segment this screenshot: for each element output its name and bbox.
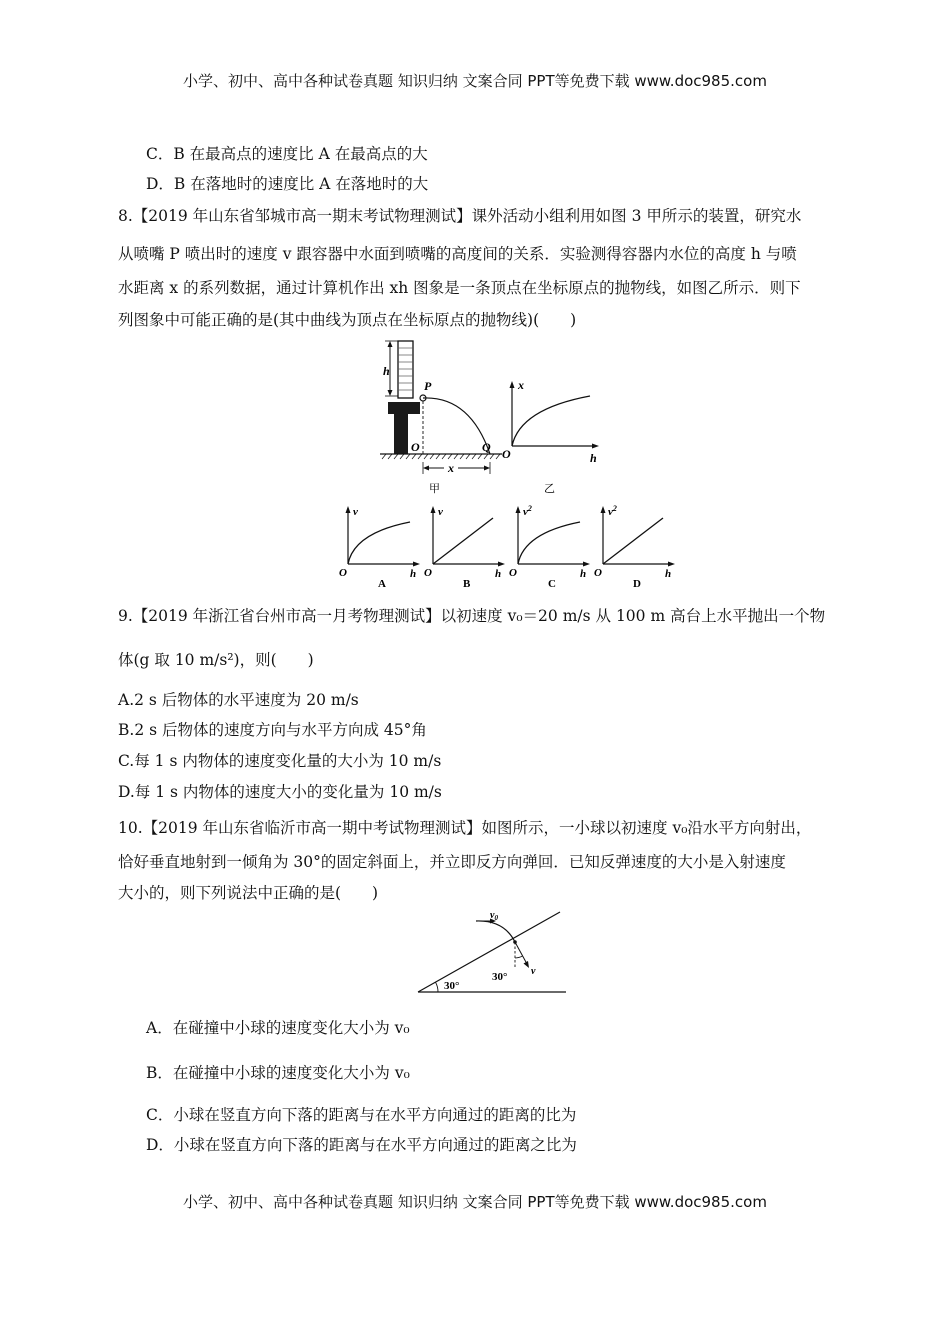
graph-b-letter: B (463, 578, 471, 590)
q8-stem-line3: 水距离 x 的系列数据，通过计算机作出 xh 图象是一条顶点在坐标原点的抛物线，如图乙所示．则下 (118, 279, 801, 297)
graph-b-origin: O (424, 567, 432, 579)
q8-option-graph-a (338, 502, 423, 592)
graph-c-curve (518, 522, 580, 564)
graph-a-letter: A (378, 578, 386, 590)
q10-figure-incline (412, 908, 570, 998)
label-v0: $v_0$ (490, 910, 498, 922)
q10-option-b: B．在碰撞中小球的速度变化大小为 v₀ (146, 1064, 410, 1082)
q10-option-a: A．在碰撞中小球的速度变化大小为 v₀ (146, 1019, 410, 1037)
inner-angle-label: 30° (492, 971, 508, 983)
q9-option-c: C.每 1 s 内物体的速度变化量的大小为 10 m/s (118, 752, 442, 770)
graph-c-y-label: $v^2$ (523, 504, 532, 518)
graph-d-origin: O (594, 567, 602, 579)
water-container (398, 341, 413, 398)
q9-stem-line2: 体(g 取 10 m/s²)，则( ) (118, 651, 314, 669)
yi-origin-label: O (502, 447, 511, 461)
ground-hatch (382, 454, 500, 459)
q10-option-c: C．小球在竖直方向下落的距离与在水平方向通过的距离的比为 (146, 1106, 577, 1124)
q9-option-a: A.2 s 后物体的水平速度为 20 m/s (118, 691, 359, 709)
base-angle-arc (436, 982, 439, 992)
distance-dimension (423, 462, 490, 474)
q8-stem-line4: 列图象中可能正确的是(其中曲线为顶点在坐标原点的抛物线)( ) (118, 311, 577, 329)
label-q: Q (482, 440, 491, 454)
water-trajectory (423, 398, 490, 454)
graph-d-y-label: $v^2$ (608, 504, 617, 518)
caption-jia: 甲 (429, 483, 440, 495)
graph-c-x-label: h (580, 568, 587, 580)
graph-a-x-label: h (410, 568, 417, 580)
yi-curve (512, 396, 590, 446)
v-arrow (515, 942, 527, 964)
base-angle-label: 30° (444, 980, 460, 992)
q10-stem-line3: 大小的，则下列说法中正确的是( ) (118, 884, 379, 902)
q8-figure-yi (498, 376, 608, 498)
label-p: P (424, 379, 432, 393)
q10-stem-line2: 恰好垂直地射到一倾角为 30°的固定斜面上，并立即反方向弹回．已知反弹速度的大小是入射速度 (118, 853, 786, 871)
label-h: h (383, 364, 390, 378)
inner-angle-arc (515, 956, 523, 958)
q8-option-graph-c (508, 502, 593, 592)
superscript-2: 2 (527, 504, 532, 513)
graph-d-letter: D (633, 578, 641, 590)
q8-stem-line1: 8.【2019 年山东省邹城市高一期末考试物理测试】课外活动小组利用如图 3 甲所示的装置，研究水 (118, 207, 802, 225)
graph-a-origin: O (339, 567, 347, 579)
incline-slope (418, 912, 560, 992)
q7-option-d: D．B 在落地时的速度比 A 在落地时的大 (146, 175, 429, 193)
superscript-2: 2 (612, 504, 617, 513)
label-v: v (531, 966, 536, 977)
q8-option-graph-b (423, 502, 508, 592)
q7-option-c: C．B 在最高点的速度比 A 在最高点的大 (146, 145, 428, 163)
q9-option-b: B.2 s 后物体的速度方向与水平方向成 45°角 (118, 721, 427, 739)
yi-axis-h-label: h (590, 451, 597, 465)
graph-b-line (433, 518, 493, 564)
q8-stem-line2: 从喷嘴 P 喷出时的速度 v 跟容器中水面到喷嘴的高度间的关系．实验测得容器内水位的高度 h 与喷 (118, 245, 797, 263)
graph-c-letter: C (548, 578, 556, 590)
caption-yi: 乙 (544, 483, 555, 495)
graph-d-x-label: h (665, 568, 672, 580)
graph-b-y-label: v (438, 506, 443, 518)
yi-axis-x-label: x (518, 378, 524, 392)
graph-a-curve (348, 522, 410, 564)
graph-b-x-label: h (495, 568, 502, 580)
label-x: x (448, 461, 454, 475)
label-v0-subscript: 0 (494, 914, 498, 922)
q8-figure-jia (378, 338, 508, 498)
page-header: 小学、初中、高中各种试卷真题 知识归纳 文案合同 PPT等免费下载 www.doc985.com (183, 72, 767, 90)
graph-d-line (603, 518, 663, 564)
page-footer: 小学、初中、高中各种试卷真题 知识归纳 文案合同 PPT等免费下载 www.doc985.com (183, 1193, 767, 1211)
q10-stem-line1: 10.【2019 年山东省临沂市高一期中考试物理测试】如图所示，一小球以初速度 v₀沿水平方向射出， (118, 819, 812, 837)
ball-trajectory (476, 921, 515, 942)
label-o: O (411, 440, 420, 454)
q9-stem-line1: 9.【2019 年浙江省台州市高一月考物理测试】以初速度 v₀＝20 m/s 从 100 m 高台上水平抛出一个物 (118, 607, 826, 625)
q9-option-d: D.每 1 s 内物体的速度大小的变化量为 10 m/s (118, 783, 442, 801)
q10-option-d: D．小球在竖直方向下落的距离与在水平方向通过的距离之比为 (146, 1136, 577, 1154)
q8-option-graph-d (593, 502, 678, 592)
graph-a-y-label: v (353, 506, 358, 518)
graph-c-origin: O (509, 567, 517, 579)
